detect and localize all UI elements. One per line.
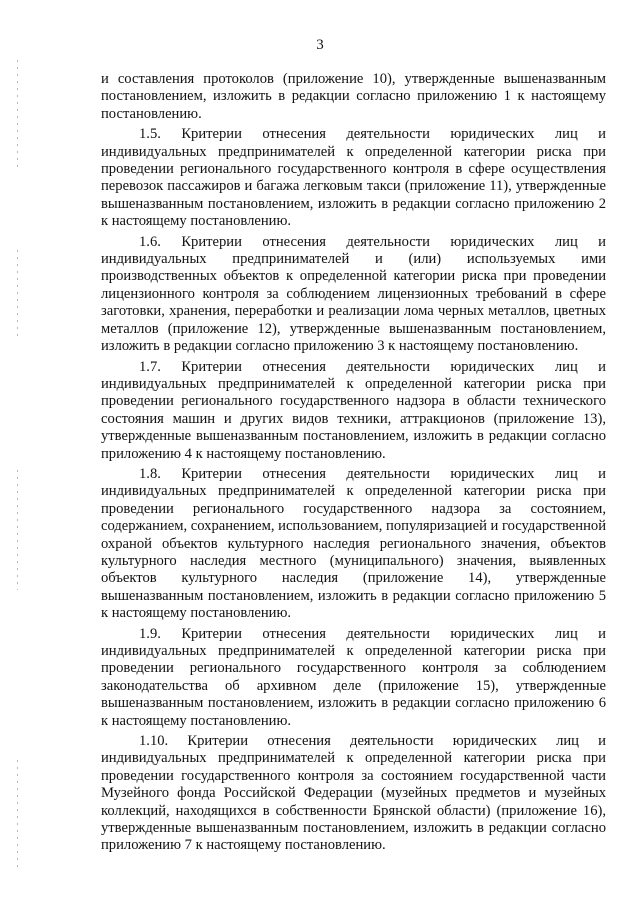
paragraph-1-8: 1.8. Критерии отнесения деятельности юридических лиц и индивидуальных предпринимателей к определенной категории риска при проведении регионального государственного надзора за состоянием, содержанием, сохранением, использованием, популяризацией и государственной охраной объектов культурного наследия регионального значения, объектов культурного наследия местного (муниципального) значения, выявленных объектов культурного наследия (приложение 14), утвержденные вышеназванным постановлением, изложить в редакции согласно приложению 5 к настоящему постановлению. bbox=[101, 465, 607, 622]
paragraph-1-10: 1.10. Критерии отнесения деятельности юридических лиц и индивидуальных предпринимателей к определенной категории риска при проведении государственного контроля за состоянием государственной части Музейного фонда Российской Федерации (музейных предметов и музейных коллекций, находящихся в собственности Брянской области) (приложение 16), утвержденные вышеназванным постановлением, изложить в редакции согласно приложению 7 к настоящему постановлению. bbox=[101, 733, 606, 854]
scan-margin-mark bbox=[17, 470, 18, 590]
paragraph-1-7: 1.7. Критерии отнесения деятельности юридических лиц и индивидуальных предпринимателей к определенной категории риска при проведении регионального государственного надзора в области технического состояния машин и других видов техники, аттракционов (приложение 13), утвержденные вышеназванным постановлением, изложить в редакции согласно приложению 4 к настоящему постановлению. bbox=[101, 358, 606, 462]
paragraph-1-6: 1.6. Критерии отнесения деятельности юридических лиц и индивидуальных предпринимателей и (или) используемых ими производственных объектов к определенной категории риска при проведении лицензионного контроля за соблюдением лицензионных требований в сфере заготовки, хранения, переработки и реализации лома черных металлов, цветных металлов (приложение 12), утвержденные вышеназванным постановлением, изложить в редакции согласно приложению 3 к настоящему постановлению. bbox=[101, 233, 606, 355]
scan-margin-mark bbox=[17, 250, 18, 340]
scan-margin-mark bbox=[17, 760, 18, 870]
page-number: 3 bbox=[316, 37, 324, 53]
paragraph-1-9: 1.9. Критерии отнесения деятельности юридических лиц и индивидуальных предпринимателей к определенной категории риска при проведении регионального государственного контроля за соблюдением законодательства об архивном деле (приложение 15), утвержденные вышеназванным постановлением, изложить в редакции согласно приложению 6 к настоящему постановлению. bbox=[101, 625, 606, 729]
document-body bbox=[101, 71, 606, 858]
paragraph-1-5: 1.5. Критерии отнесения деятельности юридических лиц и индивидуальных предпринимателей к определенной категории риска при проведении регионального государственного контроля в сфере осуществления перевозок пассажиров и багажа легковым такси (приложение 11), утвержденные вышеназванным постановлением, изложить в редакции согласно приложению 2 к настоящему постановлению. bbox=[101, 126, 606, 230]
paragraph-continuation: и составления протоколов (приложение 10), утвержденные вышеназванным постановлением, изложить в редакции согласно приложению 1 к настоящему постановлению. bbox=[101, 71, 606, 122]
scan-margin-mark bbox=[17, 60, 18, 170]
